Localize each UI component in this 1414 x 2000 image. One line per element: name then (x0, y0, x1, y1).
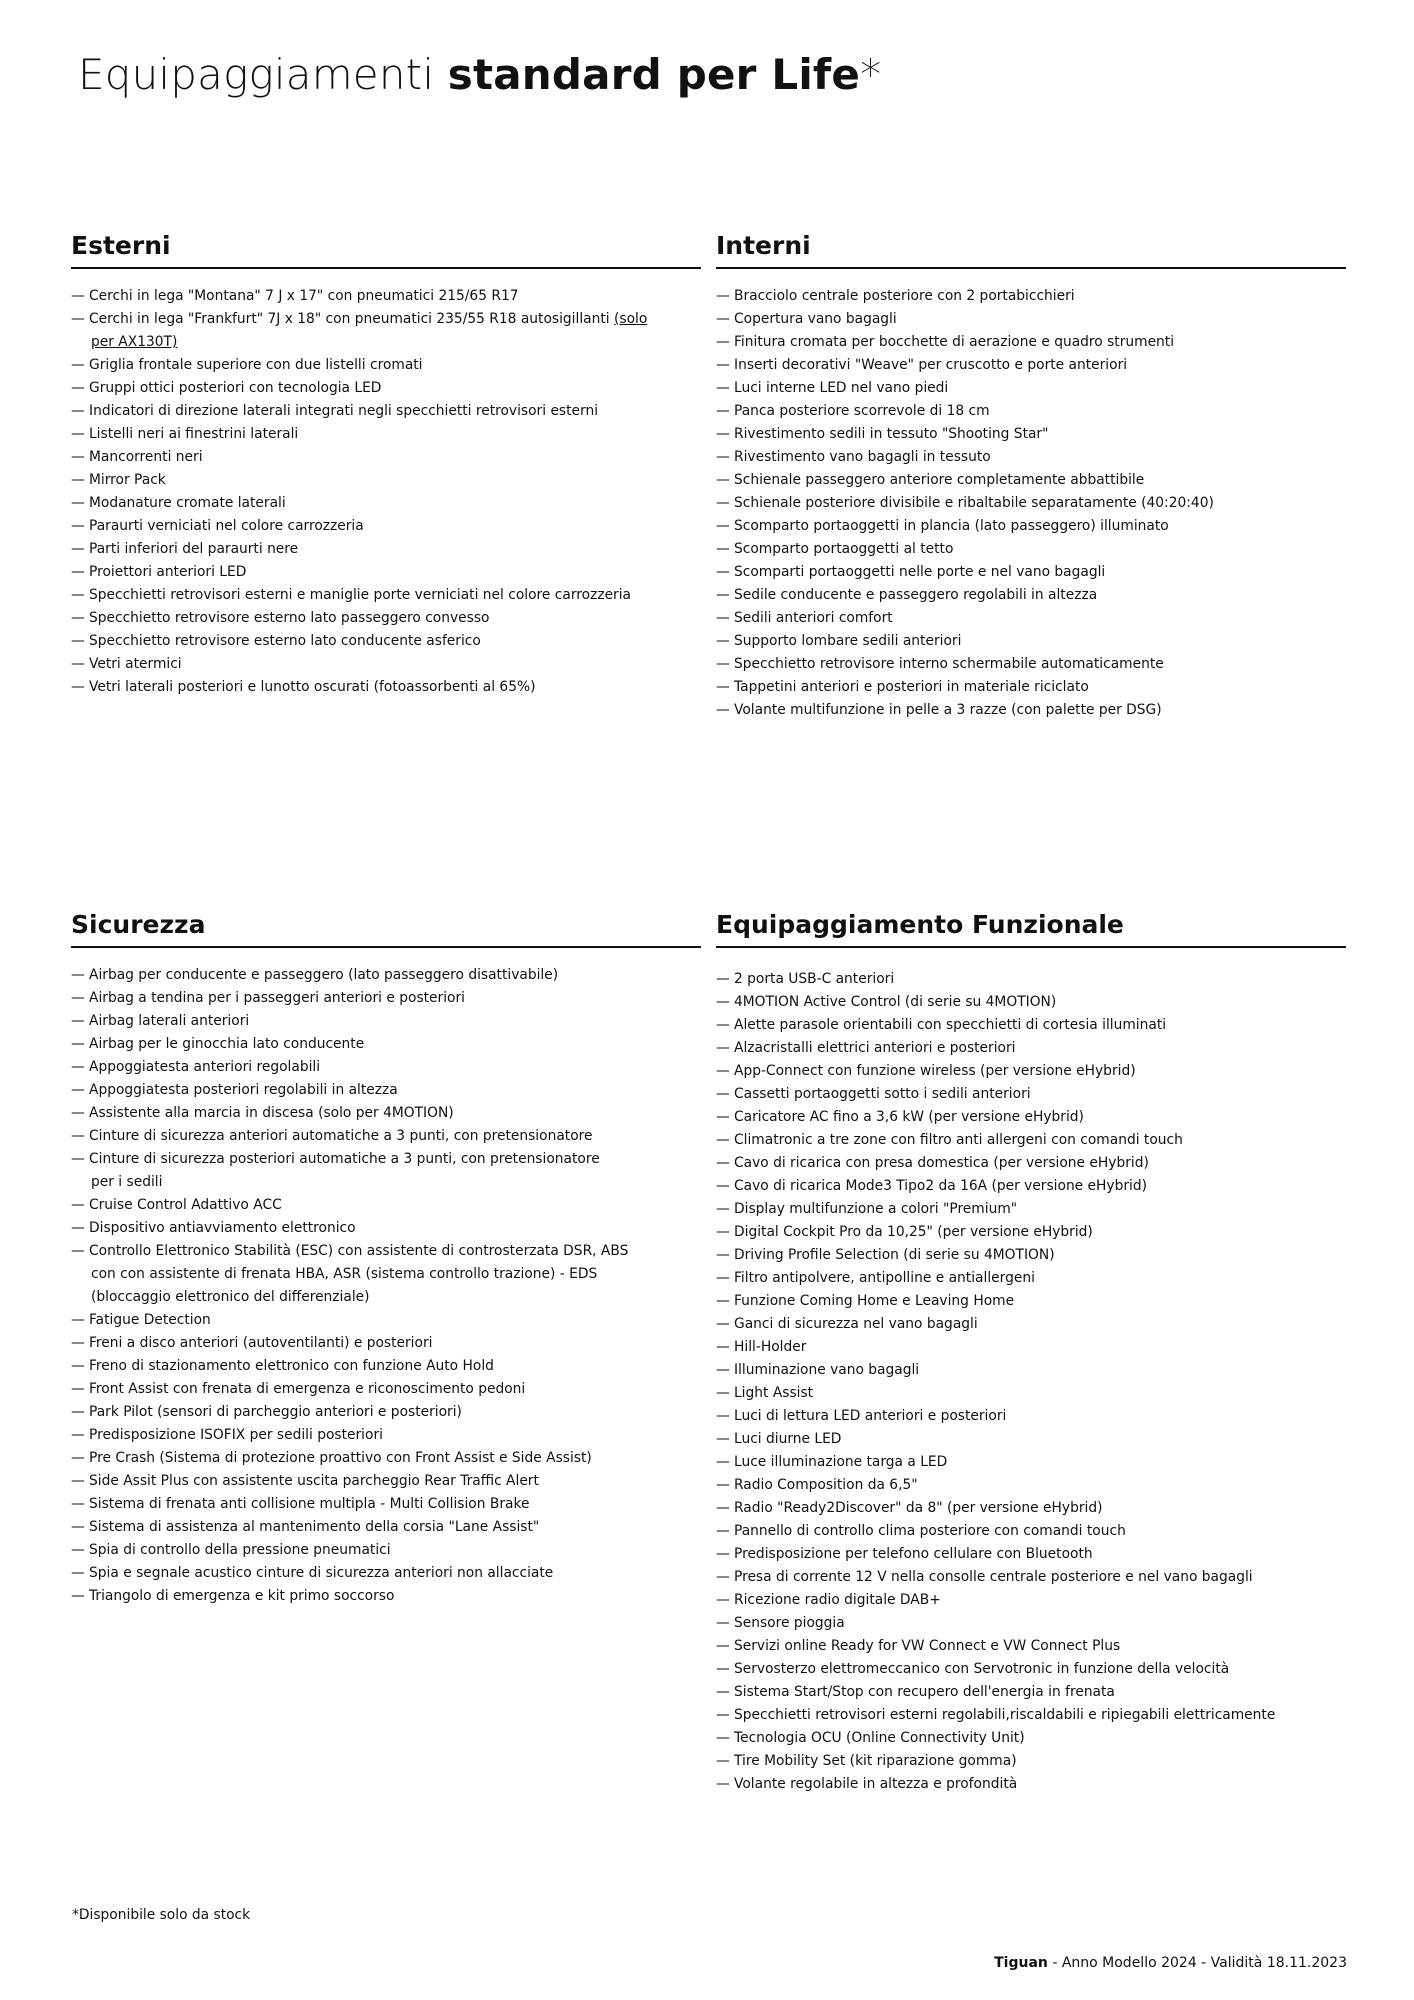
list-item: — Presa di corrente 12 V nella consolle centrale posteriore e nel vano bagagli (716, 1566, 1346, 1589)
list-item: — Predisposizione ISOFIX per sedili posteriori (71, 1424, 701, 1447)
list-item: — Rivestimento vano bagagli in tessuto (716, 446, 1346, 469)
list-item: — Specchietto retrovisore interno schermabile automaticamente (716, 653, 1346, 676)
list-item: — Mancorrenti neri (71, 446, 701, 469)
list-item: — Ganci di sicurezza nel vano bagagli (716, 1313, 1346, 1336)
list-item: — Supporto lombare sedili anteriori (716, 630, 1346, 653)
list-item: — Climatronic a tre zone con filtro anti allergeni con comandi touch (716, 1129, 1346, 1152)
list-item: — Tecnologia OCU (Online Connectivity Unit) (716, 1727, 1346, 1750)
list-item: — Airbag per conducente e passeggero (lato passeggero disattivabile) (71, 964, 701, 987)
list-item: — Assistente alla marcia in discesa (solo per 4MOTION) (71, 1102, 701, 1125)
list-item: — Alzacristalli elettrici anteriori e posteriori (716, 1037, 1346, 1060)
list-item: — Appoggiatesta anteriori regolabili (71, 1056, 701, 1079)
list-item: — Specchietto retrovisore esterno lato conducente asferico (71, 630, 701, 653)
list-item-line: (bloccaggio elettronico del differenziale) (91, 1289, 370, 1305)
title-asterisk: * (860, 50, 882, 99)
list-item: — Specchietti retrovisori esterni e maniglie porte verniciati nel colore carrozzeria (71, 584, 701, 607)
list-item: — Griglia frontale superiore con due listelli cromati (71, 354, 701, 377)
list-item (71, 1148, 701, 1194)
list-item: — Tappetini anteriori e posteriori in materiale riciclato (716, 676, 1346, 699)
list-item: — Scomparto portaoggetti al tetto (716, 538, 1346, 561)
list-item: — Inserti decorativi "Weave" per cruscotto e porte anteriori (716, 354, 1346, 377)
list-item: — Alette parasole orientabili con specchietti di cortesia illuminati (716, 1014, 1346, 1037)
list-item: — Schienale passeggero anteriore completamente abbattibile (716, 469, 1346, 492)
list-item: — Cerchi in lega "Montana" 7 J x 17" con pneumatici 215/65 R17 (71, 285, 701, 308)
list-item: — Cruise Control Adattivo ACC (71, 1194, 701, 1217)
list-item: — Cinture di sicurezza anteriori automatiche a 3 punti, con pretensionatore (71, 1125, 701, 1148)
list-item-line: per i sedili (91, 1174, 163, 1190)
list-item: — Park Pilot (sensori di parcheggio anteriori e posteriori) (71, 1401, 701, 1424)
section-heading-esterni: Esterni (71, 231, 701, 269)
list-item: — Sedile conducente e passeggero regolabili in altezza (716, 584, 1346, 607)
list-item: — 2 porta USB-C anteriori (716, 968, 1346, 991)
list-item: — Vetri atermici (71, 653, 701, 676)
list-item: — Rivestimento sedili in tessuto "Shooting Star" (716, 423, 1346, 446)
list-item: — Radio Composition da 6,5" (716, 1474, 1346, 1497)
list-item: — Side Assit Plus con assistente uscita parcheggio Rear Traffic Alert (71, 1470, 701, 1493)
list-item: — Triangolo di emergenza e kit primo soccorso (71, 1585, 701, 1608)
section-interni (716, 231, 1346, 722)
list-item: — Indicatori di direzione laterali integrati negli specchietti retrovisori esterni (71, 400, 701, 423)
list-sicurezza (71, 964, 701, 1608)
list-item: — Copertura vano bagagli (716, 308, 1346, 331)
list-item: — Luci di lettura LED anteriori e posteriori (716, 1405, 1346, 1428)
list-item: — Volante regolabile in altezza e profondità (716, 1773, 1346, 1796)
list-item: — Luci interne LED nel vano piedi (716, 377, 1346, 400)
list-item: — Airbag a tendina per i passeggeri anteriori e posteriori (71, 987, 701, 1010)
list-item: — Modanature cromate laterali (71, 492, 701, 515)
footer-model: Tiguan (994, 1955, 1048, 1971)
list-item: — Cavo di ricarica con presa domestica (per versione eHybrid) (716, 1152, 1346, 1175)
list-item: — Freno di stazionamento elettronico con funzione Auto Hold (71, 1355, 701, 1378)
list-item-line: Cinture di sicurezza posteriori automatiche a 3 punti, con pretensionatore (89, 1151, 600, 1167)
footnote: *Disponibile solo da stock (72, 1907, 251, 1923)
list-item: — Servizi online Ready for VW Connect e VW Connect Plus (716, 1635, 1346, 1658)
section-heading-sicurezza: Sicurezza (71, 910, 701, 948)
section-esterni (71, 231, 701, 699)
list-item: — Radio "Ready2Discover" da 8" (per versione eHybrid) (716, 1497, 1346, 1520)
list-item: — Spia di controllo della pressione pneumatici (71, 1539, 701, 1562)
list-item: — Predisposizione per telefono cellulare con Bluetooth (716, 1543, 1346, 1566)
page-footer (994, 1955, 1347, 1971)
list-item: — Scomparto portaoggetti in plancia (lato passeggero) illuminato (716, 515, 1346, 538)
list-item: — Listelli neri ai finestrini laterali (71, 423, 701, 446)
list-item: — Display multifunzione a colori "Premium" (716, 1198, 1346, 1221)
list-funzionale (716, 968, 1346, 1796)
list-item: — Fatigue Detection (71, 1309, 701, 1332)
list-item: — Mirror Pack (71, 469, 701, 492)
list-item: — Sistema Start/Stop con recupero dell'energia in frenata (716, 1681, 1346, 1704)
list-item (71, 1240, 701, 1309)
list-item: — Tire Mobility Set (kit riparazione gomma) (716, 1750, 1346, 1773)
list-item: — Paraurti verniciati nel colore carrozzeria (71, 515, 701, 538)
section-heading-funzionale: Equipaggiamento Funzionale (716, 910, 1346, 948)
list-item: — Airbag laterali anteriori (71, 1010, 701, 1033)
list-item: — Pannello di controllo clima posteriore con comandi touch (716, 1520, 1346, 1543)
list-item: — Funzione Coming Home e Leaving Home (716, 1290, 1346, 1313)
list-item: — Front Assist con frenata di emergenza e riconoscimento pedoni (71, 1378, 701, 1401)
list-item: — Pre Crash (Sistema di protezione proattivo con Front Assist e Side Assist) (71, 1447, 701, 1470)
list-item: — Scomparti portaoggetti nelle porte e nel vano bagagli (716, 561, 1346, 584)
list-item: — Finitura cromata per bocchette di aerazione e quadro strumenti (716, 331, 1346, 354)
list-item: — Sensore pioggia (716, 1612, 1346, 1635)
list-item: — Filtro antipolvere, antipolline e antiallergeni (716, 1267, 1346, 1290)
list-item: — Volante multifunzione in pelle a 3 razze (con palette per DSG) (716, 699, 1346, 722)
list-item: — Sistema di frenata anti collisione multipla - Multi Collision Brake (71, 1493, 701, 1516)
section-sicurezza (71, 910, 701, 1608)
list-esterni (71, 285, 701, 699)
list-item: — Sistema di assistenza al mantenimento della corsia "Lane Assist" (71, 1516, 701, 1539)
footer-validity: - Anno Modello 2024 - Validità 18.11.2023 (1047, 1955, 1347, 1971)
list-item: — Gruppi ottici posteriori con tecnologia LED (71, 377, 701, 400)
list-item: — Sedili anteriori comfort (716, 607, 1346, 630)
list-item (71, 308, 701, 354)
list-item: — Appoggiatesta posteriori regolabili in altezza (71, 1079, 701, 1102)
list-item: — Ricezione radio digitale DAB+ (716, 1589, 1346, 1612)
list-item: — Cavo di ricarica Mode3 Tipo2 da 16A (per versione eHybrid) (716, 1175, 1346, 1198)
list-item: — 4MOTION Active Control (di serie su 4MOTION) (716, 991, 1346, 1014)
list-item: — Specchietto retrovisore esterno lato passeggero convesso (71, 607, 701, 630)
list-item: — App-Connect con funzione wireless (per versione eHybrid) (716, 1060, 1346, 1083)
list-item: — Light Assist (716, 1382, 1346, 1405)
title-light: Equipaggiamenti (78, 50, 448, 99)
list-item: — Cassetti portaoggetti sotto i sedili anteriori (716, 1083, 1346, 1106)
list-item: — Airbag per le ginocchia lato conducente (71, 1033, 701, 1056)
list-item: — Caricatore AC fino a 3,6 kW (per versione eHybrid) (716, 1106, 1346, 1129)
list-interni (716, 285, 1346, 722)
underlined-note-cont: per AX130T) (91, 334, 178, 350)
list-item: — Schienale posteriore divisibile e ribaltabile separatamente (40:20:40) (716, 492, 1346, 515)
list-item: — Specchietti retrovisori esterni regolabili,riscaldabili e ripiegabili elettricamente (716, 1704, 1346, 1727)
list-item: — Hill-Holder (716, 1336, 1346, 1359)
list-item: — Digital Cockpit Pro da 10,25" (per versione eHybrid) (716, 1221, 1346, 1244)
underlined-note: (solo (614, 311, 648, 327)
list-item: — Panca posteriore scorrevole di 18 cm (716, 400, 1346, 423)
list-item: — Vetri laterali posteriori e lunotto oscurati (fotoassorbenti al 65%) (71, 676, 701, 699)
list-item: — Servosterzo elettromeccanico con Servotronic in funzione della velocità (716, 1658, 1346, 1681)
list-item: — Luce illuminazione targa a LED (716, 1451, 1346, 1474)
list-item-line: con con assistente di frenata HBA, ASR (sistema controllo trazione) - EDS (91, 1266, 598, 1282)
list-item: — Freni a disco anteriori (autoventilanti) e posteriori (71, 1332, 701, 1355)
section-equipaggiamento-funzionale (716, 910, 1346, 1796)
list-item: — Driving Profile Selection (di serie su 4MOTION) (716, 1244, 1346, 1267)
list-item: — Illuminazione vano bagagli (716, 1359, 1346, 1382)
title-bold: standard per Life (447, 50, 861, 99)
list-item-text: Cerchi in lega "Frankfurt" 7J x 18" con pneumatici 235/55 R18 autosigillanti (89, 311, 614, 327)
page-title (78, 50, 881, 99)
list-item: — Proiettori anteriori LED (71, 561, 701, 584)
list-item: — Parti inferiori del paraurti nere (71, 538, 701, 561)
list-item: — Bracciolo centrale posteriore con 2 portabicchieri (716, 285, 1346, 308)
section-heading-interni: Interni (716, 231, 1346, 269)
list-item: — Dispositivo antiavviamento elettronico (71, 1217, 701, 1240)
list-item: — Spia e segnale acustico cinture di sicurezza anteriori non allacciate (71, 1562, 701, 1585)
list-item-line: Controllo Elettronico Stabilità (ESC) con assistente di controsterzata DSR, ABS (89, 1243, 629, 1259)
list-item: — Luci diurne LED (716, 1428, 1346, 1451)
